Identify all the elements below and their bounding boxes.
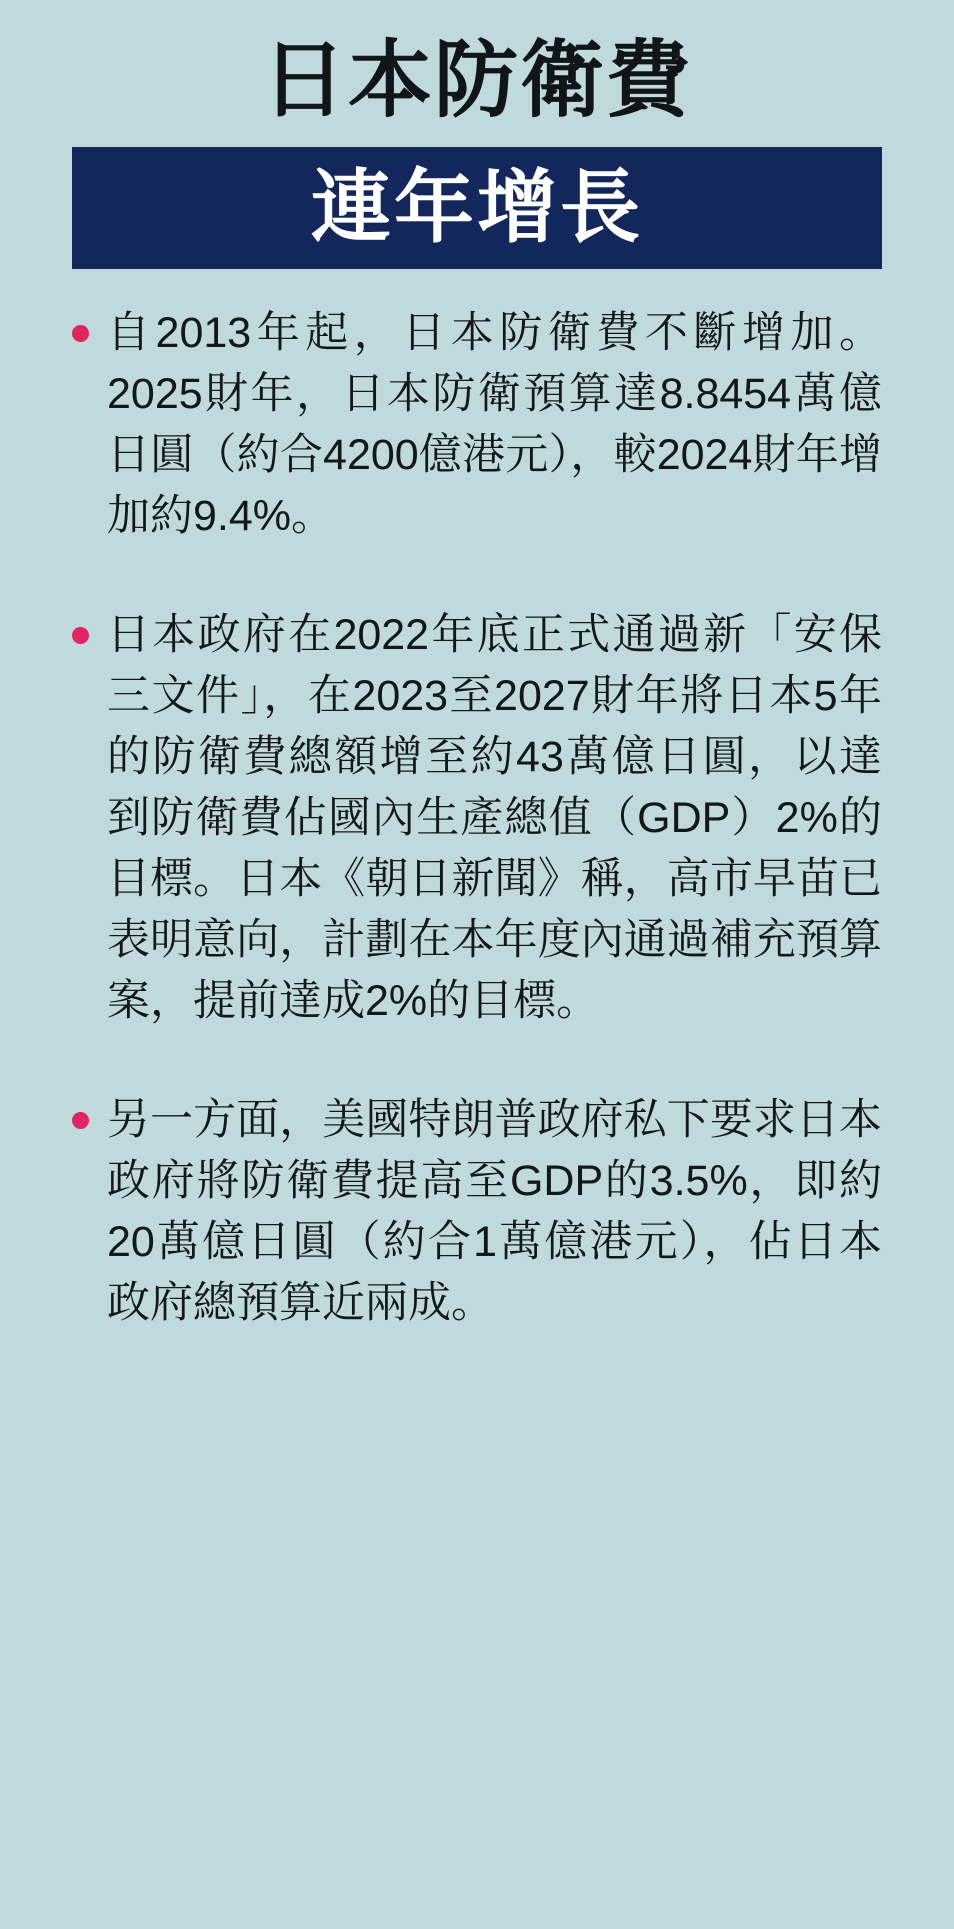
list-item-text: 另一方面，美國特朗普政府私下要求日本政府將防衛費提高至GDP的3.5%，即約20萬億日圓（約合1萬億港元），佔日本政府總預算近兩成。 xyxy=(107,1096,882,1328)
page-title: 日本防衛費 xyxy=(261,33,692,127)
list-item xyxy=(72,605,882,1032)
list-item-text: 日本政府在2022年底正式通過新「安保三文件」，在2023至2027財年將日本5年的防衛費總額增至約43萬億日圓，以達到防衛費佔國內生產總值（GDP）2%的目標。日本《朝日新聞》稱，高市早苗已表明意向，計劃在本年度內通過補充預算案，提前達成2%的目標。 xyxy=(107,610,882,1026)
bullet-dot-icon xyxy=(72,325,89,342)
list-item-text: 自2013年起，日本防衛費不斷增加。2025財年，日本防衛預算達8.8454萬億日圓（約合4200億港元），較2024財年增加約9.4%。 xyxy=(107,308,882,540)
title-band xyxy=(72,147,882,269)
bullet-list xyxy=(72,303,882,1335)
list-item xyxy=(72,1090,882,1334)
bullet-dot-icon xyxy=(72,1112,89,1129)
list-item xyxy=(72,303,882,547)
title-band-label: 連年增長 xyxy=(311,162,643,252)
bullet-dot-icon xyxy=(72,627,89,644)
